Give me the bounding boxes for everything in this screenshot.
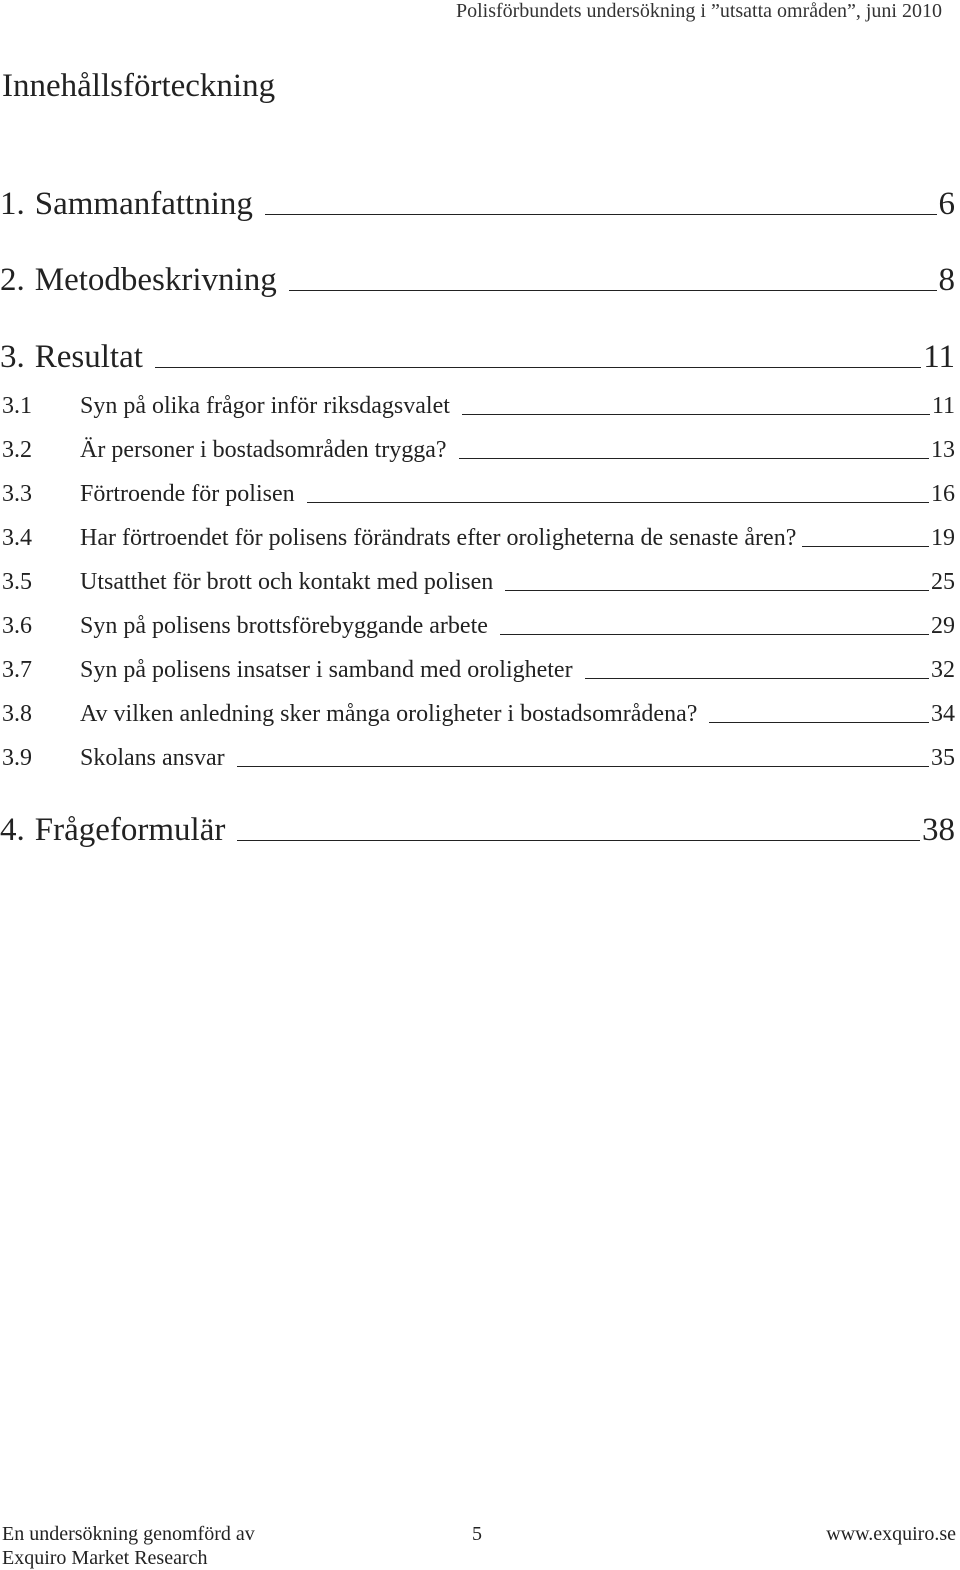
toc-entry-label: Metodbeskrivning: [34, 262, 277, 298]
toc-entry-page: 34: [931, 701, 955, 727]
toc-leader-line: [505, 590, 929, 591]
toc-entry-3-9[interactable]: [0, 743, 955, 773]
toc-leader-line: [265, 214, 937, 215]
footer-credit-line1: En undersökning genomförd av: [2, 1523, 255, 1545]
toc-entry-page: 32: [931, 657, 955, 683]
toc-entry-label: Av vilken anledning sker många oroligheter i bostadsområdena?: [80, 701, 698, 727]
toc-entry-page: 35: [931, 745, 955, 771]
toc-entry-label: Utsatthet för brott och kontakt med polisen: [80, 569, 494, 595]
toc-entry-label: Förtroende för polisen: [80, 481, 295, 507]
toc-entry-page: 19: [931, 525, 955, 551]
toc-leader-line: [155, 367, 921, 368]
toc-entry-label: Frågeformulär: [34, 812, 226, 848]
running-header: Polisförbundets undersökning i ”utsatta områden”, juni 2010: [455, 0, 942, 22]
toc-leader-line: [500, 634, 929, 635]
toc-entry-number: 3.5: [2, 569, 32, 595]
toc-entry-label: Sammanfattning: [34, 186, 253, 222]
toc-entry-number: 3.9: [2, 745, 32, 771]
toc-entry-label: Är personer i bostadsområden trygga?: [80, 437, 447, 463]
toc-entry-label: Syn på olika frågor inför riksdagsvalet: [80, 393, 450, 419]
toc-entry-page: 13: [931, 437, 955, 463]
toc-entry-number: 3.1: [2, 393, 32, 419]
toc-entry-label: Resultat: [34, 339, 143, 375]
toc-entry-number: 3.3: [2, 481, 32, 507]
page-number: 5: [472, 1523, 482, 1545]
toc-entry-3-6[interactable]: [0, 611, 955, 641]
toc-leader-line: [237, 840, 920, 841]
toc-leader-line: [237, 766, 929, 767]
toc-leader-line: [709, 722, 929, 723]
footer-credit-line2: Exquiro Market Research: [2, 1547, 208, 1569]
toc-entry-metodbeskrivning[interactable]: [0, 260, 955, 300]
toc-leader-line: [307, 502, 929, 503]
toc-entry-page: 11: [923, 339, 955, 375]
toc-entry-number: 3.8: [2, 701, 32, 727]
toc-leader-line: [289, 290, 937, 291]
toc-entry-page: 38: [922, 812, 955, 848]
toc-entry-sammanfattning[interactable]: [0, 184, 955, 224]
toc-entry-3-4[interactable]: [0, 523, 955, 553]
toc-leader-line: [585, 678, 929, 679]
toc-entry-number: 1.: [0, 186, 25, 222]
toc-entry-number: 3.4: [2, 525, 32, 551]
toc-entry-number: 4.: [0, 812, 25, 848]
toc-entry-label: Skolans ansvar: [80, 745, 225, 771]
toc-leader-line: [462, 414, 930, 415]
toc-entry-number: 3.7: [2, 657, 32, 683]
footer-credit: [2, 1522, 255, 1570]
toc-entry-3-8[interactable]: [0, 699, 955, 729]
toc-leader-line: [459, 458, 929, 459]
toc-entry-3-5[interactable]: [0, 567, 955, 597]
toc-entry-3-1[interactable]: [0, 391, 955, 421]
toc-entry-page: 8: [938, 262, 955, 298]
toc-entry-3-7[interactable]: [0, 655, 955, 685]
toc-entry-page: 29: [931, 613, 955, 639]
toc-entry-page: 11: [931, 393, 955, 419]
toc-entry-page: 6: [938, 186, 955, 222]
toc-entry-number: 2.: [0, 262, 25, 298]
toc-entry-label: Har förtroendet för polisens förändrats efter oroligheterna de senaste åren?: [80, 525, 797, 551]
toc-entry-3-3[interactable]: [0, 479, 955, 509]
toc-entry-resultat[interactable]: [0, 337, 955, 377]
toc-entry-page: 25: [931, 569, 955, 595]
toc-entry-3-2[interactable]: [0, 435, 955, 465]
toc-entry-label: Syn på polisens insatser i samband med oroligheter: [80, 657, 573, 683]
toc-entry-number: 3.6: [2, 613, 32, 639]
toc-entry-page: 16: [931, 481, 955, 507]
toc-entry-number: 3.2: [2, 437, 32, 463]
footer-website-link[interactable]: www.exquiro.se: [826, 1523, 956, 1545]
toc-title: Innehållsförteckning: [2, 68, 276, 104]
toc-leader-line: [802, 546, 929, 547]
toc-entry-frageformular[interactable]: [0, 810, 955, 850]
toc-entry-label: Syn på polisens brottsförebyggande arbete: [80, 613, 488, 639]
toc-entry-number: 3.: [0, 339, 25, 375]
